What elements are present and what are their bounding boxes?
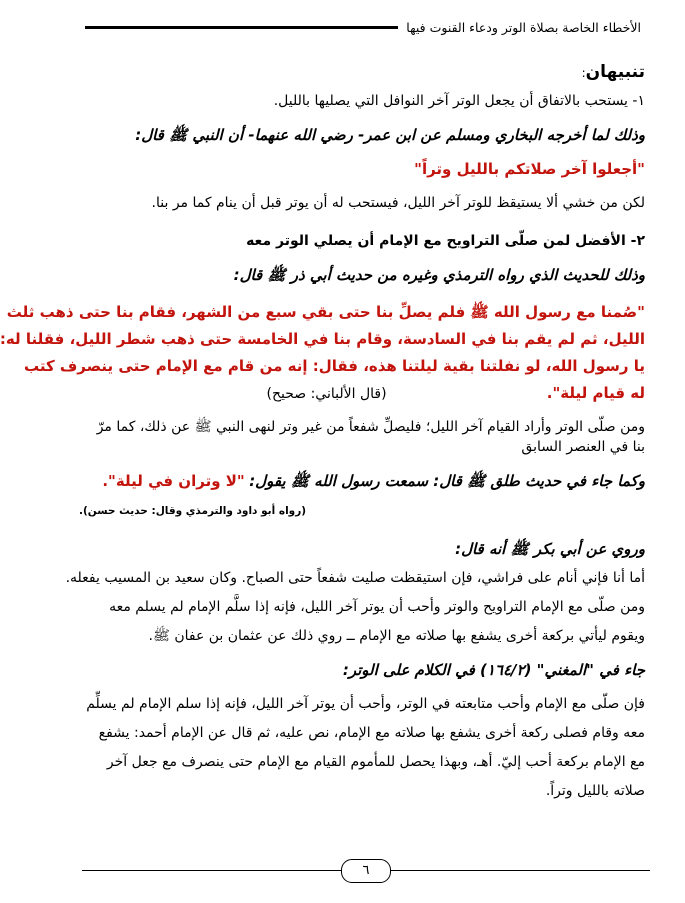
hadith-intro-1: وذلك لما أخرجه البخاري ومسلم عن ابن عمر- رضي الله عنهما- أن النبي ﷺ قال: — [135, 126, 645, 144]
hadith-quote-2-line-2: الليل، ثم لم يقم بنا في السادسة، وقام بنا في الخامسة حتى ذهب شطر الليل، فقلنا له: — [0, 330, 645, 348]
citation-note: (رواه أبو داود والترمذي وقال: حديث حسن). — [79, 505, 307, 517]
paragraph-16: أما أنا فإني أنام على فراشي، فإن استيقظت صليت شفعاً حتى الصباح. وكان سعيد بن المسيب يفعله. — [65, 570, 645, 586]
hadith-intro-2: وذلك للحديث الذي رواه الترمذي وغيره من حديث أبي ذر ﷺ قال: — [233, 266, 645, 284]
page-content — [0, 58, 645, 801]
paragraph-23: صلاته بالليل وتراً. — [545, 783, 645, 799]
grading-note: (قال الألباني: صحيح) — [266, 386, 387, 402]
paragraph-22: مع الإمام بركعة أحب إليّ. أهـ، وبهذا يحصل للمأموم القيام مع الإمام حتى ينصرف مع جعل آخر — [106, 754, 645, 770]
mughni-intro: جاء في "المغني" (١٦٤/٢) في الكلام على الوتر: — [342, 661, 645, 679]
paragraph-11: ومن صلّى الوتر وأراد القيام آخر الليل؛ فليصلِّ شفعاً من غير وتر لنهى النبي ﷺ عن ذلك، كما مرّ — [96, 419, 645, 435]
paragraph-21: معه وقام فصلى ركعة أخرى يشفع بها صلاته مع الإمام، نص عليه، ثم قال عن الإمام أحمد: يشفع — [98, 725, 645, 741]
paragraph-5: ٢- الأفضل لمن صلّى التراويح مع الإمام أن يصلي الوتر معه — [246, 233, 645, 249]
page-footer — [82, 859, 650, 883]
paragraph-1: ١- يستحب بالاتفاق أن يجعل الوتر آخر النوافل التي يصليها بالليل. — [273, 93, 645, 109]
athar-intro: وروي عن أبي بكر ﷺ أنه قال: — [455, 540, 645, 558]
section-heading-text: تنبيهان — [585, 62, 645, 82]
hadith-intro-3-text: وكما جاء في حديث طلق ﷺ قال: سمعت رسول الله ﷺ يقول: — [249, 472, 645, 490]
hadith-intro-3 — [79, 471, 645, 492]
paragraph-18: ويقوم ليأتي بركعة أخرى يشفع بها صلاته مع الإمام ــ روي ذلك عن عثمان بن عفان ﷺ. — [148, 628, 645, 644]
hadith-quote-2-line-4 — [79, 380, 645, 408]
page-header — [85, 14, 641, 40]
paragraph-20: فإن صلّى مع الإمام وأحب متابعته في الوتر، وأحب أن يوتر آخر الليل، فإنه إذا سلم الإمام لم يسلِّم — [86, 696, 645, 712]
hadith-quote-2-line-3: يا رسول الله، لو نفلتنا بقية ليلتنا هذه، فقال: إنه من قام مع الإمام حتى ينصرف كتب — [23, 357, 645, 375]
header-rule — [85, 26, 398, 29]
hadith-quote-1: "أجعلوا آخر صلاتكم بالليل وتراً" — [414, 160, 645, 178]
paragraph-4: لكن من خشي ألا يستيقظ للوتر آخر الليل، فيستحب له أن يوتر قبل أن ينام كما مر بنا. — [151, 195, 645, 211]
hadith-quote-2-end: له قيام ليلة". — [546, 384, 645, 402]
page-number: ٦ — [341, 859, 391, 883]
section-heading — [79, 58, 645, 87]
hadith-quote-3: "لا وتران في ليلة". — [102, 472, 245, 490]
hadith-quote-2-line-1: "صُمنا مع رسول الله ﷺ فلم يصلِّ بنا حتى بقي سبع من الشهر، فقام بنا حتى ذهب ثلث — [6, 303, 645, 321]
paragraph-12: بنا في العنصر السابق — [521, 439, 645, 455]
section-heading-colon: : — [581, 66, 586, 80]
header-title: الأخطاء الخاصة بصلاة الوتر ودعاء القنوت فيها — [406, 19, 641, 35]
paragraph-17: ومن صلّى مع الإمام التراويح والوتر وأحب أن يوتر آخر الليل، فإنه إذا سلَّم الإمام لم يسلم معه — [109, 599, 645, 615]
